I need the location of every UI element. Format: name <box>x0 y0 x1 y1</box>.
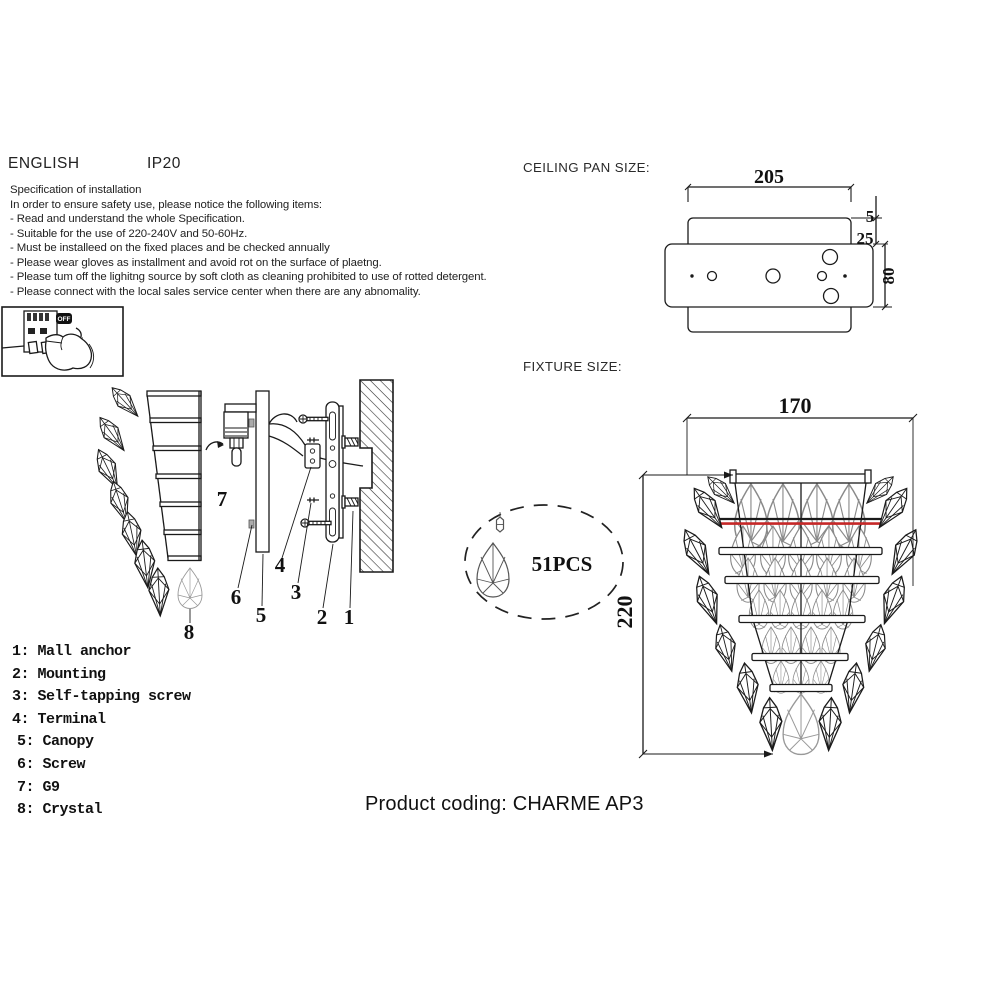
spec-item: - Please connect with the local sales service center when there are any abnomality. <box>10 285 421 298</box>
parts-list-item: 1: Mall anchor <box>12 643 132 660</box>
spec-item: - Read and understand the whole Specification. <box>10 213 245 226</box>
parts-list-item: 5: Canopy <box>17 733 94 751</box>
spec-item: - Please tum off the lighitng source by soft cloth as cleaning prohibited to use of rotted detergent. <box>10 271 487 284</box>
callout-1: 1 <box>343 605 355 629</box>
callout-2: 2 <box>316 605 328 629</box>
callout-8: 8 <box>183 620 195 644</box>
parts-list-item: 3: Self-tapping screw <box>12 688 191 706</box>
svg-text:80: 80 <box>879 267 898 285</box>
self-tapping-screw <box>307 498 319 503</box>
product-coding: Product coding: CHARME AP3 <box>365 793 644 815</box>
callout-7: 7 <box>216 487 228 511</box>
fixture-side-view <box>147 391 201 561</box>
specification-block <box>10 183 550 299</box>
dim-height <box>873 241 898 310</box>
crystal-teardrop-icon <box>178 568 202 609</box>
installation-diagram <box>95 372 420 650</box>
parts-list-item: 4: Terminal <box>12 710 106 728</box>
callout-6: 6 <box>230 585 242 609</box>
spec-item: - Suitable for the use of 220-240V and 50-60Hz. <box>10 227 248 240</box>
fixture-drawing <box>605 390 935 775</box>
pan-body <box>665 244 873 307</box>
off-label: OFF <box>57 316 71 324</box>
off-switch-badge <box>56 313 72 324</box>
svg-text:25: 25 <box>856 229 874 248</box>
parts-list <box>12 641 191 822</box>
ip-rating-label: IP20 <box>147 155 181 172</box>
callout-3: 3 <box>290 580 302 604</box>
crystal-teardrop-icon <box>477 543 509 597</box>
fixture-size-label: FIXTURE SIZE: <box>523 359 623 374</box>
ceiling-pan-drawing <box>630 168 930 343</box>
dim-lip-inset <box>851 196 888 248</box>
power-off-figure <box>1 306 125 378</box>
canopy <box>249 391 269 552</box>
parts-list-item: 7: G9 <box>17 778 60 796</box>
g9-bulb-assembly <box>206 404 256 466</box>
spec-item: - Please wear gloves as installment and avoid rot on the surface of plaetng. <box>10 256 382 269</box>
spec-title: Specification of installation <box>10 184 142 196</box>
parts-list-item: 6: Screw <box>17 755 86 773</box>
terminal-block <box>305 444 320 468</box>
ceiling-pan-size-label: CEILING PAN SIZE: <box>523 160 650 175</box>
svg-text:205: 205 <box>754 166 784 188</box>
parts-list-item: 8: Crystal <box>17 801 103 819</box>
svg-text:170: 170 <box>778 393 812 418</box>
svg-text:220: 220 <box>612 595 637 629</box>
callout-4: 4 <box>274 553 286 577</box>
callout-5: 5 <box>255 603 267 627</box>
language-label: ENGLISH <box>8 155 80 172</box>
top-plate <box>733 474 868 483</box>
parts-list-item: 2: Mounting <box>12 665 106 683</box>
spec-intro: In order to ensure safety use, please notice the following items: <box>10 198 322 211</box>
crystal-count-badge <box>460 500 630 628</box>
wall-section <box>360 380 393 572</box>
svg-text:5: 5 <box>865 207 875 226</box>
spec-item: - Must be installeed on the fixed places and be checked annually <box>10 242 330 255</box>
bottom-teardrop-crystal <box>783 694 819 754</box>
crystal-count: 51PCS <box>531 552 593 576</box>
dim-width <box>685 166 854 202</box>
self-tapping-screw <box>307 438 319 443</box>
wall-anchors <box>342 436 358 508</box>
